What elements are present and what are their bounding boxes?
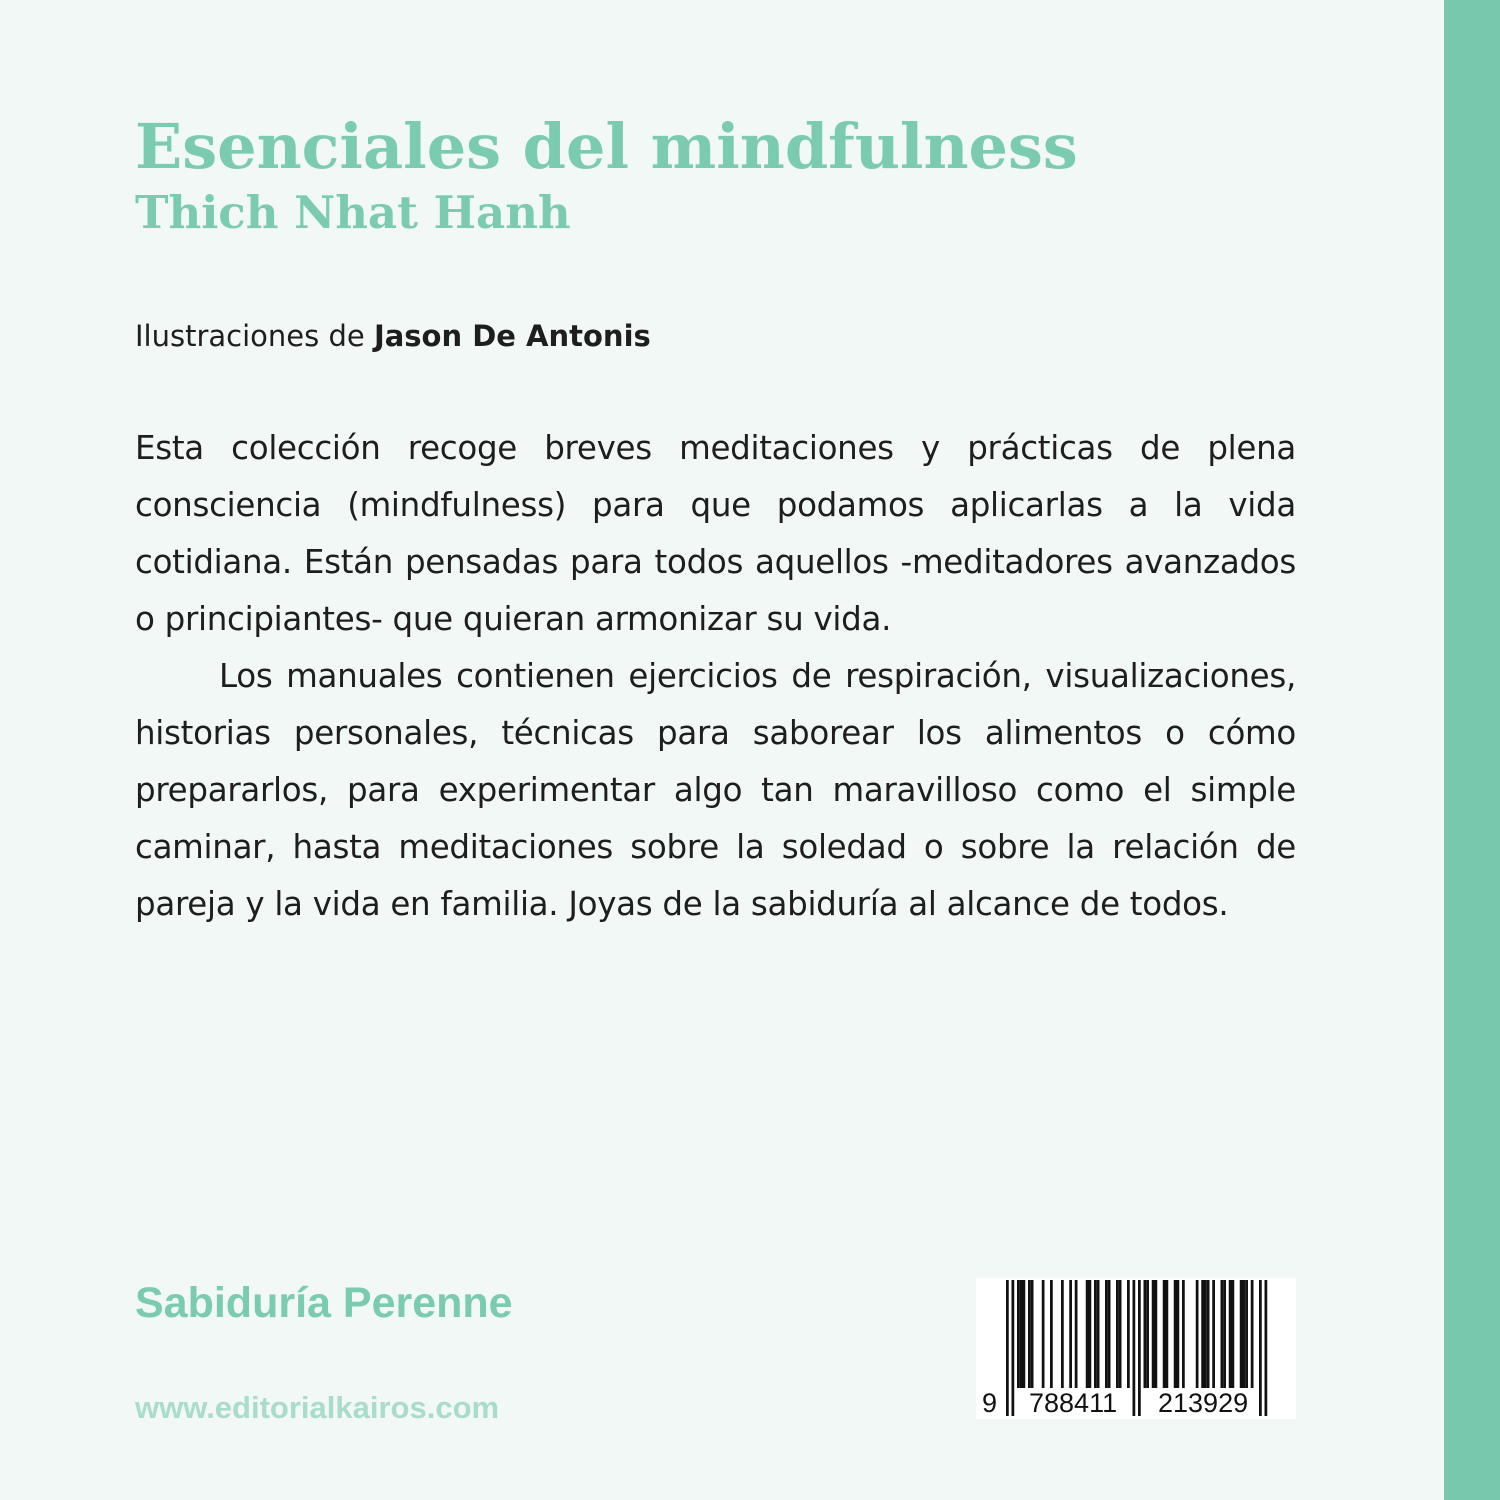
barcode-bar (1017, 1280, 1020, 1388)
barcode-bar (1223, 1280, 1226, 1388)
barcode-bar (1089, 1280, 1092, 1388)
barcode-bar (1163, 1280, 1166, 1388)
illustrator-credit (135, 318, 651, 354)
barcode-bar (1265, 1280, 1268, 1416)
barcode-bar (1020, 1280, 1023, 1388)
barcode-bar (1221, 1280, 1224, 1388)
barcode-bar (1232, 1280, 1235, 1388)
barcode-graphic (976, 1278, 1296, 1419)
barcode-bar (1152, 1280, 1155, 1388)
barcode-bar (1166, 1280, 1169, 1388)
description-paragraph-2: Los manuales contienen ejercicios de respiración, visualizaciones, historias personales, técnicas para saborear los alimentos o cómo prepararlos, para experimentar algo tan maravilloso como el simple caminar, hasta meditaciones sobre la soledad o sobre la relación de pareja y la vida en familia. Joyas de la sabiduría al alcance de todos. (135, 657, 1296, 923)
illustrations-label: Ilustraciones de (135, 319, 374, 353)
barcode-bar (1196, 1280, 1199, 1388)
barcode-bar (1245, 1280, 1248, 1388)
barcode-bar (1259, 1280, 1262, 1416)
barcode-bar (1182, 1280, 1185, 1388)
barcode-bar (1108, 1280, 1111, 1388)
publisher-website: www.editorialkairos.com (135, 1390, 500, 1425)
description-paragraph-1: Esta colección recoge breves meditaciones y prácticas de plena consciencia (mindfulness) para que podamos aplicarlas a la vida cotidiana. Están pensadas para todos aquellos -meditadores avanzados o principiantes- que quieran armonizar su vida. (135, 429, 1296, 638)
barcode-bar (1069, 1280, 1072, 1388)
barcode-bar (1042, 1280, 1045, 1388)
barcode-bar (1204, 1280, 1207, 1388)
barcode-bar (1119, 1280, 1122, 1388)
barcode-bar (1028, 1280, 1031, 1388)
barcode-digits-right: 213929 (1158, 1388, 1249, 1418)
book-title: Esenciales del mindfulness (135, 110, 1078, 183)
barcode-digit-first: 9 (982, 1388, 998, 1418)
book-author: Thich Nhat Hanh (135, 186, 571, 239)
isbn-barcode (976, 1278, 1296, 1419)
barcode-bar (1097, 1280, 1100, 1388)
barcode-bar (1023, 1280, 1026, 1388)
barcode-bar (1075, 1280, 1078, 1388)
barcode-bar (1201, 1280, 1204, 1388)
barcode-bar (1116, 1280, 1119, 1388)
barcode-bar (1155, 1280, 1158, 1388)
barcode-bar (1133, 1280, 1136, 1416)
illustrator-name: Jason De Antonis (373, 319, 651, 353)
barcode-bar (1086, 1280, 1089, 1388)
barcode-bar (1127, 1280, 1130, 1388)
barcode-bar (1243, 1280, 1246, 1388)
book-description (135, 420, 1296, 933)
barcode-bar (1240, 1280, 1243, 1388)
barcode-bar (1251, 1280, 1254, 1388)
barcode-bar (1105, 1280, 1108, 1388)
barcode-bar (1146, 1280, 1149, 1388)
barcode-bar (1012, 1280, 1015, 1416)
series-name: Sabiduría Perenne (135, 1279, 513, 1327)
barcode-bar (1094, 1280, 1097, 1388)
barcode-bar (1212, 1280, 1215, 1388)
barcode-bar (1174, 1280, 1177, 1388)
barcode-bar (1144, 1280, 1147, 1388)
barcode-bar (1006, 1280, 1009, 1416)
barcode-bar (1050, 1280, 1053, 1388)
spine-band (1444, 0, 1500, 1500)
barcode-bar (1138, 1280, 1141, 1416)
barcode-bar (1177, 1280, 1180, 1388)
barcode-bar (1061, 1280, 1064, 1388)
barcode-bar (1031, 1280, 1034, 1388)
barcode-bar (1207, 1280, 1210, 1388)
barcode-bar (1229, 1280, 1232, 1388)
barcode-digits-left: 788411 (1029, 1388, 1118, 1418)
